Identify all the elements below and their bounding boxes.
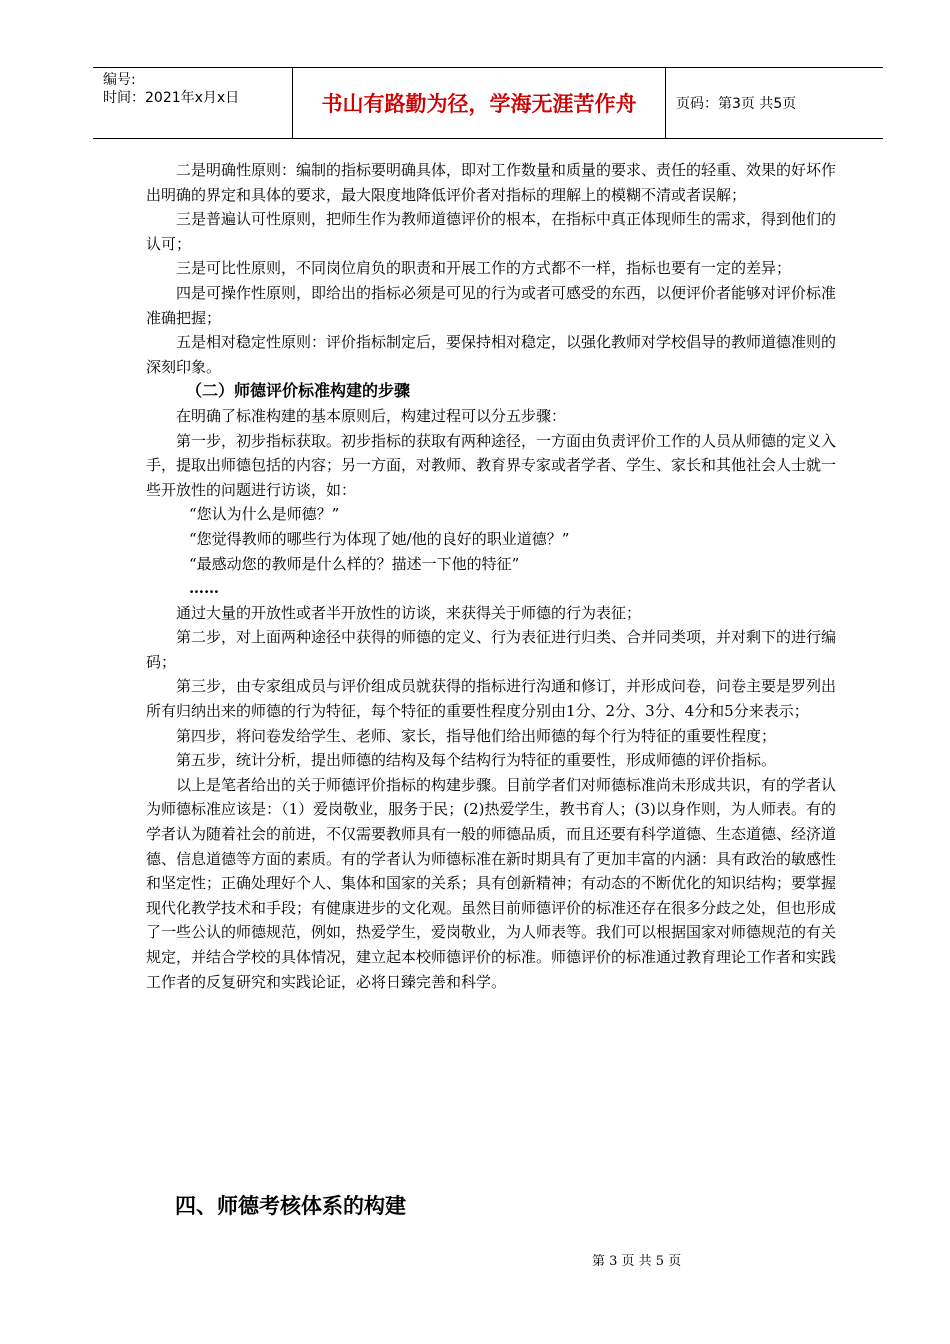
- paragraph: 第四步，将问卷发给学生、老师、家长，指导他们给出师德的每个行为特征的重要性程度；: [176, 726, 777, 745]
- interview-question: “您觉得教师的哪些行为体现了她/他的良好的职业道德？”: [189, 529, 570, 548]
- header-motto: 书山有路勤为径，学海无涯苦作舟: [293, 68, 666, 138]
- paragraph: 第二步，对上面两种途径中获得的师德的定义、行为表征进行归类、合并同类项，并对剩下的进行编码；: [146, 628, 837, 671]
- page-footer: 第 3 页 共 5 页: [592, 1254, 682, 1269]
- paragraph: 五是相对稳定性原则：评价指标制定后，要保持相对稳定，以强化教师对学校倡导的教师道德准则的深刻印象。: [146, 333, 837, 376]
- number-label: 编号:: [103, 72, 136, 88]
- header-table: [93, 67, 883, 139]
- header-info-cell: [93, 68, 293, 138]
- ellipsis: ……: [189, 579, 219, 598]
- document-body: [146, 158, 836, 994]
- section-title: 四、师德考核体系的构建: [175, 1194, 406, 1218]
- time-label: 时间：2021年x月x日: [103, 90, 240, 106]
- paragraph: 在明确了标准构建的基本原则后，构建过程可以分五步骤：: [176, 406, 567, 425]
- paragraph: 第三步，由专家组成员与评价组成员就获得的指标进行沟通和修订，并形成问卷，问卷主要是罗列出所有归纳出来的师德的行为特征，每个特征的重要性程度分别由1分、2分、3分、4分和5分来表示；: [146, 677, 837, 721]
- paragraph: 三是普遍认可性原则，把师生作为教师道德评价的根本，在指标中真正体现师生的需求，得到他们的认可；: [146, 210, 837, 253]
- paragraph: 第一步，初步指标获取。初步指标的获取有两种途径，一方面由负责评价工作的人员从师德的定义入手，提取出师德包括的内容；另一方面，对教师、教育界专家或者学者、学生、家长和其他社会人士就一些开放性的问题进行访谈，如：: [146, 431, 837, 499]
- paragraph: 以上是笔者给出的关于师德评价指标的构建步骤。目前学者们对师德标准尚未形成共识，有的学者认为师德标准应该是：（1）爱岗敬业，服务于民；(2)热爱学生，教书育人；(3)以身作则，为人师表。有的学者认为随着社会的前进，不仅需要教师具有一般的师德品质，而且还要有科学道德、生态道德、经济道德、信息道德等方面的素质。有的学者认为师德标准在新时期具有了更加丰富的内涵：具有政治的敏感性和坚定性；正确处理好个人、集体和国家的关系；具有创新精神；有动态的不断优化的知识结构；要掌握现代化教学技术和手段；有健康进步的文化观。虽然目前师德评价的标准还存在很多分歧之处，但也形成了一些公认的师德规范，例如，热爱学生，爱岗敬业，为人师表等。我们可以根据国家对师德规范的有关规定，并结合学校的具体情况，建立起本校师德评价的标准。师德评价的标准通过教育理论工作者和实践工作者的反复研究和实践论证，必将日臻完善和科学。: [146, 775, 837, 991]
- paragraph: 第五步，统计分析，提出师德的结构及每个结构行为特征的重要性，形成师德的评价指标。: [176, 751, 777, 770]
- header-page-label: 页码：第3页 共5页: [676, 96, 797, 112]
- interview-question: “最感动您的教师是什么样的？描述一下他的特征”: [189, 554, 520, 573]
- paragraph: 通过大量的开放性或者半开放性的访谈，来获得关于师德的行为表征；: [176, 603, 642, 622]
- paragraph: 四是可操作性原则，即给出的指标必须是可见的行为或者可感受的东西，以便评价者能够对评价标准准确把握；: [146, 283, 837, 327]
- paragraph: 三是可比性原则，不同岗位肩负的职责和开展工作的方式都不一样，指标也要有一定的差异；: [176, 259, 792, 278]
- paragraph: 二是明确性原则：编制的指标要明确具体，即对工作数量和质量的要求、责任的轻重、效果的好坏作出明确的界定和具体的要求，最大限度地降低评价者对指标的理解上的模糊不清或者误解；: [146, 161, 837, 204]
- interview-question: “您认为什么是师德？”: [189, 505, 340, 524]
- section-heading: （二）师德评价标准构建的步骤: [186, 381, 411, 401]
